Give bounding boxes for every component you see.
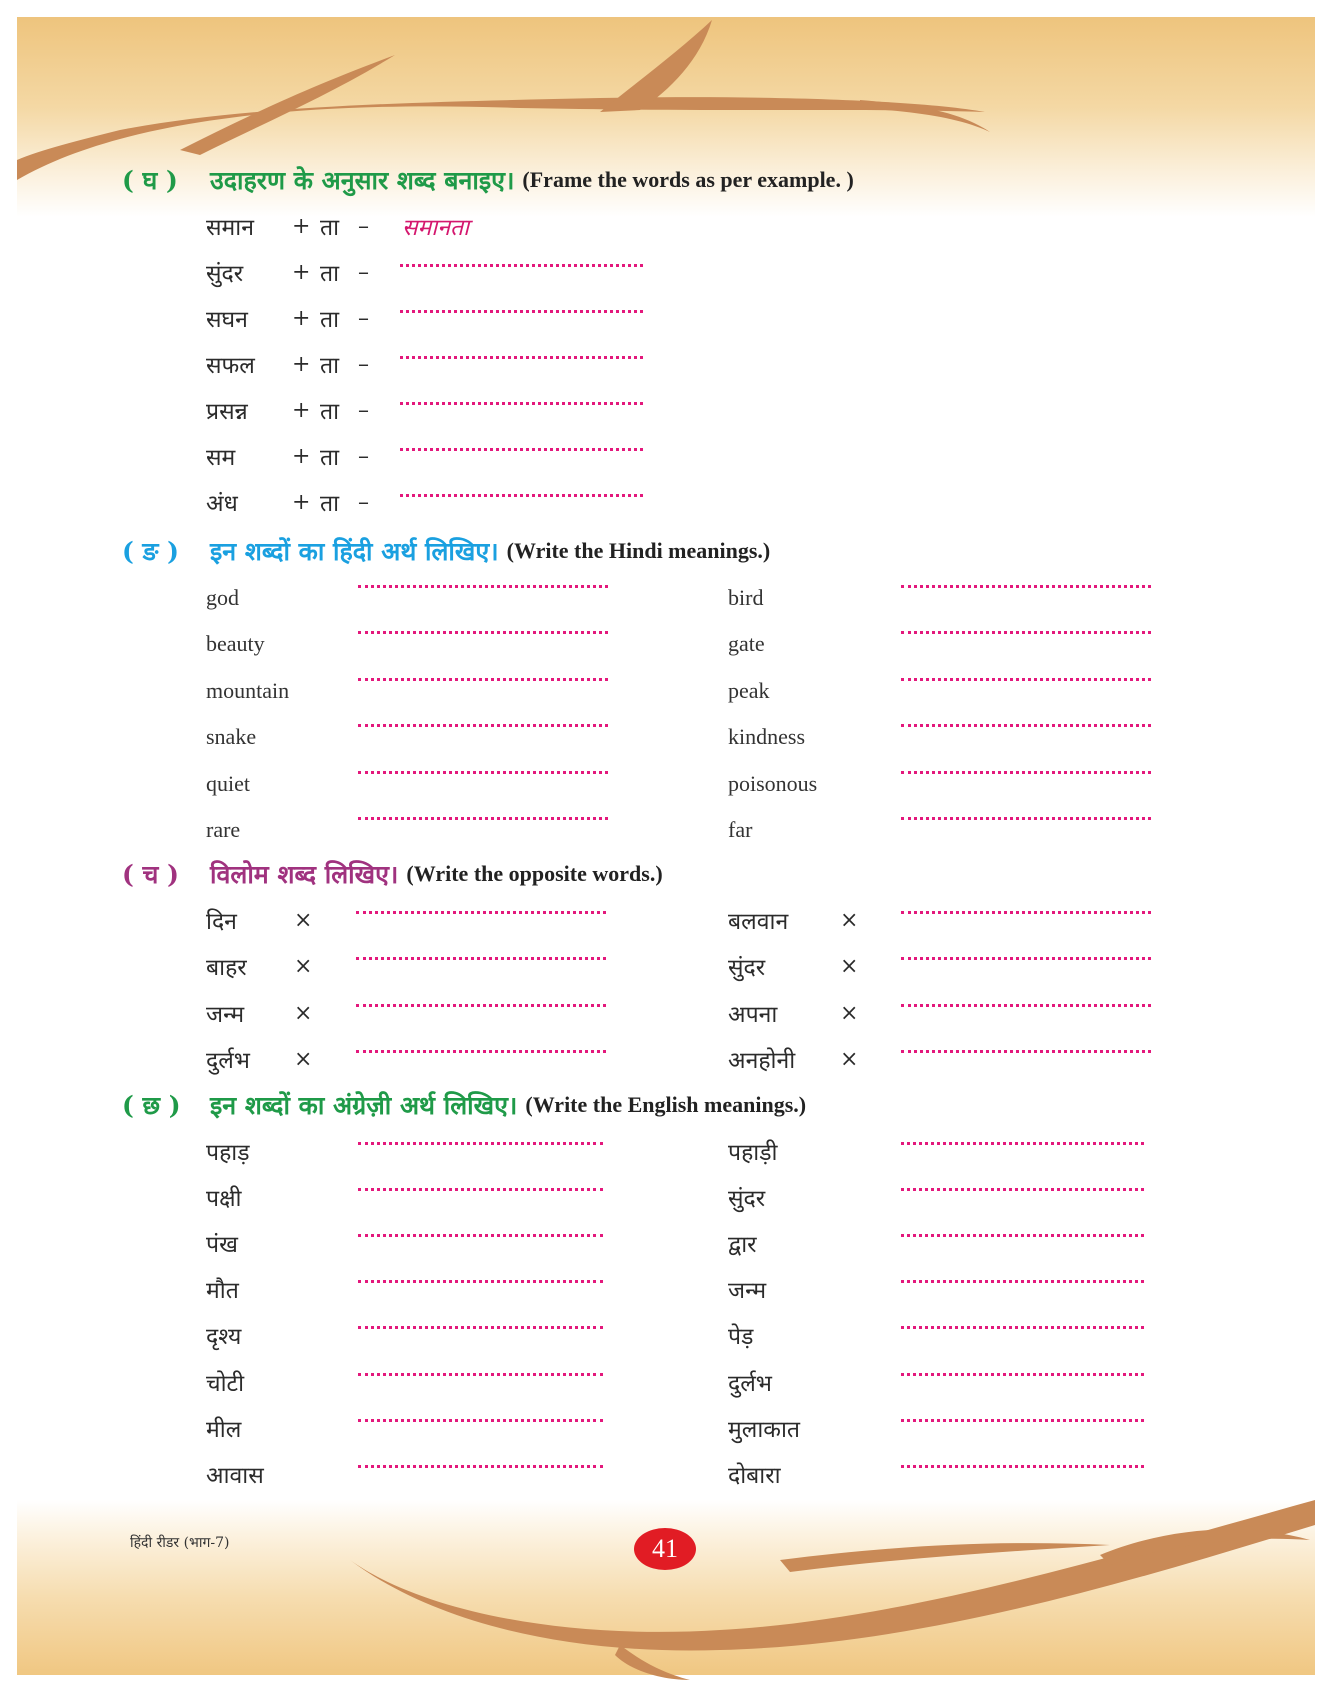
hindi-word: द्वार xyxy=(728,1232,757,1258)
english-word: far xyxy=(728,817,753,842)
answer-blank[interactable] xyxy=(901,1050,1151,1053)
hindi-word: मील xyxy=(206,1417,242,1443)
hindi-word: चोटी xyxy=(206,1371,245,1397)
answer-blank[interactable] xyxy=(400,264,643,267)
section-chha-title-english: (Write the English meanings.) xyxy=(525,1092,807,1117)
answer-blank[interactable] xyxy=(400,402,643,405)
hindi-word: दृश्य xyxy=(206,1324,242,1350)
answer-blank[interactable] xyxy=(901,1326,1144,1329)
english-word: gate xyxy=(728,631,765,656)
answer-blank[interactable] xyxy=(356,957,606,960)
answer-blank[interactable] xyxy=(356,911,606,914)
answer-blank[interactable] xyxy=(356,1050,606,1053)
section-nga-title-hindi: इन शब्दों का हिंदी अर्थ लिखिए। xyxy=(210,537,499,566)
english-word: peak xyxy=(728,678,770,703)
hindi-word: पहाड़ी xyxy=(728,1140,778,1166)
plus-sign: + xyxy=(292,259,311,285)
hindi-word: दुर्लभ xyxy=(728,1371,772,1397)
hindi-word: अपना xyxy=(728,1002,778,1028)
section-nga-heading xyxy=(122,531,770,571)
answer-blank[interactable] xyxy=(358,1234,603,1237)
english-word: poisonous xyxy=(728,771,818,796)
answer-blank[interactable] xyxy=(358,1373,603,1376)
hindi-word: अनहोनी xyxy=(728,1048,796,1074)
english-word: beauty xyxy=(206,631,265,656)
answer-blank[interactable] xyxy=(358,1465,603,1468)
suffix-ta: ता xyxy=(320,399,340,425)
answer-blank[interactable] xyxy=(400,310,643,313)
plus-sign: + xyxy=(292,489,311,515)
english-word: kindness xyxy=(728,724,805,749)
answer-blank[interactable] xyxy=(901,771,1151,774)
dash-sign: – xyxy=(358,397,369,423)
section-gha-marker: ( घ ) xyxy=(122,166,178,195)
gha-base-word: सफल xyxy=(206,353,255,379)
english-word: quiet xyxy=(206,771,250,796)
section-cha-title-english: (Write the opposite words.) xyxy=(406,861,663,886)
hindi-word: आवास xyxy=(206,1463,264,1489)
hindi-word: दुर्लभ xyxy=(206,1048,250,1074)
dash-sign: – xyxy=(358,305,369,331)
answer-blank[interactable] xyxy=(358,771,608,774)
plus-sign: + xyxy=(292,213,311,239)
hindi-word: मुलाकात xyxy=(728,1417,801,1443)
hindi-word: जन्म xyxy=(206,1002,245,1028)
dash-sign: – xyxy=(358,259,369,285)
dash-sign: – xyxy=(358,489,369,515)
hindi-word: पेड़ xyxy=(728,1324,754,1350)
answer-blank[interactable] xyxy=(901,817,1151,820)
english-word: snake xyxy=(206,724,257,749)
answer-blank[interactable] xyxy=(901,1419,1144,1422)
answer-blank[interactable] xyxy=(901,1142,1144,1145)
dash-sign: – xyxy=(358,351,369,377)
hindi-word: पक्षी xyxy=(206,1186,242,1212)
hindi-word: दोबारा xyxy=(728,1463,781,1489)
gha-base-word: सुंदर xyxy=(206,261,244,287)
section-chha-title-hindi: इन शब्दों का अंग्रेज़ी अर्थ लिखिए। xyxy=(210,1091,518,1120)
example-answer: समानता xyxy=(402,215,470,241)
suffix-ta: ता xyxy=(320,445,340,471)
section-cha-title-hindi: विलोम शब्द लिखिए। xyxy=(210,860,399,889)
suffix-ta: ता xyxy=(320,215,340,241)
gha-base-word: सघन xyxy=(206,307,248,333)
footer-book-title: हिंदी रीडर (भाग-7) xyxy=(130,1535,230,1551)
answer-blank[interactable] xyxy=(358,817,608,820)
answer-blank[interactable] xyxy=(901,585,1151,588)
suffix-ta: ता xyxy=(320,261,340,287)
gha-base-word: समान xyxy=(206,215,255,241)
cross-sign: × xyxy=(294,1046,313,1072)
cross-sign: × xyxy=(840,953,859,979)
cross-sign: × xyxy=(840,1046,859,1072)
cross-sign: × xyxy=(294,953,313,979)
answer-blank[interactable] xyxy=(901,1234,1144,1237)
section-cha-heading xyxy=(122,854,663,894)
page-number-badge: 41 xyxy=(634,1528,696,1570)
cross-sign: × xyxy=(294,1000,313,1026)
section-chha-heading xyxy=(122,1085,806,1125)
answer-blank[interactable] xyxy=(358,585,608,588)
answer-blank[interactable] xyxy=(356,1004,606,1007)
plus-sign: + xyxy=(292,305,311,331)
gha-base-word: अंध xyxy=(206,491,238,517)
hindi-word: दिन xyxy=(206,909,237,935)
english-word: mountain xyxy=(206,678,290,703)
hindi-word: जन्म xyxy=(728,1278,767,1304)
english-word: god xyxy=(206,585,239,610)
answer-blank[interactable] xyxy=(901,911,1151,914)
hindi-word: बाहर xyxy=(206,955,247,981)
section-gha-title-hindi: उदाहरण के अनुसार शब्द बनाइए। xyxy=(210,166,515,195)
english-word: bird xyxy=(728,585,764,610)
cross-sign: × xyxy=(294,907,313,933)
answer-blank[interactable] xyxy=(400,494,643,497)
answer-blank[interactable] xyxy=(358,678,608,681)
suffix-ta: ता xyxy=(320,491,340,517)
plus-sign: + xyxy=(292,397,311,423)
section-nga-marker: ( ङ ) xyxy=(122,537,179,566)
answer-blank[interactable] xyxy=(901,957,1151,960)
answer-blank[interactable] xyxy=(901,724,1151,727)
section-nga-title-english: (Write the Hindi meanings.) xyxy=(506,538,771,563)
hindi-word: सुंदर xyxy=(728,1186,766,1212)
answer-blank[interactable] xyxy=(901,1004,1151,1007)
answer-blank[interactable] xyxy=(358,1326,603,1329)
section-chha-marker: ( छ ) xyxy=(122,1091,181,1120)
answer-blank[interactable] xyxy=(358,1142,603,1145)
suffix-ta: ता xyxy=(320,353,340,379)
answer-blank[interactable] xyxy=(358,1280,603,1283)
section-cha-marker: ( च ) xyxy=(122,860,179,889)
answer-blank[interactable] xyxy=(358,1188,603,1191)
answer-blank[interactable] xyxy=(901,1188,1144,1191)
hindi-word: बलवान xyxy=(728,909,789,935)
hindi-word: पहाड़ xyxy=(206,1140,250,1166)
answer-blank[interactable] xyxy=(400,356,643,359)
answer-blank[interactable] xyxy=(901,1465,1144,1468)
answer-blank[interactable] xyxy=(901,631,1151,634)
plus-sign: + xyxy=(292,443,311,469)
section-gha-heading xyxy=(122,160,854,200)
answer-blank[interactable] xyxy=(358,631,608,634)
answer-blank[interactable] xyxy=(358,1419,603,1422)
hindi-word: मौत xyxy=(206,1278,239,1304)
answer-blank[interactable] xyxy=(358,724,608,727)
cross-sign: × xyxy=(840,1000,859,1026)
answer-blank[interactable] xyxy=(901,1373,1144,1376)
answer-blank[interactable] xyxy=(901,678,1151,681)
english-word: rare xyxy=(206,817,241,842)
answer-blank[interactable] xyxy=(400,448,643,451)
gha-base-word: प्रसन्न xyxy=(206,399,248,425)
dash-sign: – xyxy=(358,213,369,239)
answer-blank[interactable] xyxy=(901,1280,1144,1283)
hindi-word: सुंदर xyxy=(728,955,766,981)
section-gha-title-english: (Frame the words as per example. ) xyxy=(522,167,854,192)
suffix-ta: ता xyxy=(320,307,340,333)
dash-sign: – xyxy=(358,443,369,469)
gha-base-word: सम xyxy=(206,445,236,471)
hindi-word: पंख xyxy=(206,1232,238,1258)
plus-sign: + xyxy=(292,351,311,377)
cross-sign: × xyxy=(840,907,859,933)
